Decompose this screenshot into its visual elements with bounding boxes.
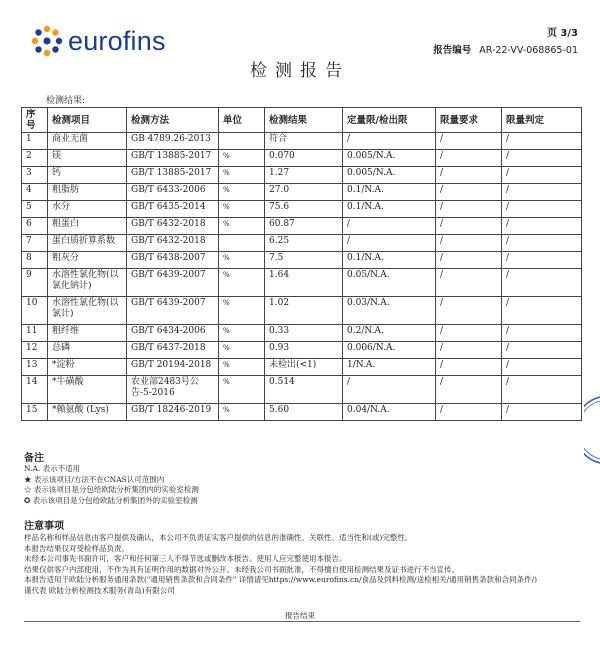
cell-limit: / [436, 252, 502, 269]
notes-title: 备注 [24, 453, 44, 464]
cell-result: 0.070 [265, 150, 343, 167]
notes-list [24, 464, 199, 506]
column-header: 定量限/检出限 [343, 108, 436, 133]
column-header: 限量要求 [436, 108, 502, 133]
cell-no: 12 [22, 342, 48, 359]
cell-limit: / [436, 167, 502, 184]
cell-item: 水分 [48, 201, 127, 218]
cell-loq: 0.05/N.A. [343, 269, 436, 297]
cell-result: 60.87 [265, 218, 343, 235]
cell-judge: / [502, 150, 582, 167]
cell-item: 粗蛋白 [48, 218, 127, 235]
cell-method: GB/T 20194-2018 [127, 359, 219, 376]
table-row [22, 376, 582, 404]
cell-limit: / [436, 404, 502, 421]
cell-no: 11 [22, 325, 48, 342]
cell-method: GB 4789.26-2013 [127, 133, 219, 150]
cell-loq: 0.1/N.A. [343, 184, 436, 201]
cell-unit: % [219, 252, 265, 269]
cell-unit: % [219, 269, 265, 297]
cell-method: GB/T 13885-2017 [127, 167, 219, 184]
cell-judge: / [502, 184, 582, 201]
cell-method: GB/T 6434-2006 [127, 325, 219, 342]
cell-method: GB/T 18246-2019 [127, 404, 219, 421]
cell-judge: / [502, 297, 582, 325]
table-row [22, 201, 582, 218]
cell-no: 6 [22, 218, 48, 235]
column-header: 检测方法 [127, 108, 219, 133]
cell-method: GB/T 6435-2014 [127, 201, 219, 218]
table-row [22, 269, 582, 297]
table-row [22, 167, 582, 184]
attention-list [24, 533, 586, 596]
eurofins-dots-icon [30, 24, 64, 58]
cell-item: *淀粉 [48, 359, 127, 376]
cell-limit: / [436, 150, 502, 167]
cell-limit: / [436, 297, 502, 325]
cell-method: GB/T 6437-2018 [127, 342, 219, 359]
cell-loq: 0.005/N.A. [343, 150, 436, 167]
cell-no: 10 [22, 297, 48, 325]
cell-method: GB/T 6438-2007 [127, 252, 219, 269]
cell-unit: % [219, 359, 265, 376]
cell-judge: / [502, 342, 582, 359]
cell-limit: / [436, 133, 502, 150]
cell-no: 13 [22, 359, 48, 376]
cell-judge: / [502, 376, 582, 404]
table-row [22, 235, 582, 252]
table-row [22, 252, 582, 269]
results-table [21, 107, 582, 421]
cell-result: 1.64 [265, 269, 343, 297]
page-title: 检测报告 [250, 61, 350, 81]
cell-no: 9 [22, 269, 48, 297]
cell-item: 粗脂肪 [48, 184, 127, 201]
cell-loq: / [343, 133, 436, 150]
cell-method: GB/T 6432-2018 [127, 235, 219, 252]
cell-loq: 0.006/N.A. [343, 342, 436, 359]
seal-stamp [584, 395, 600, 465]
attention-line: 未经本公司事先书面许可，客户和任何第三人不得节选或删改本报告。使用人应完整使用本报告。 [24, 554, 347, 563]
attention-title: 注意事项 [24, 521, 64, 532]
cell-method: GB/T 6439-2007 [127, 297, 219, 325]
attention-line: 谨代表 欧陆分析检测技术服务(青岛)有限公司 [24, 585, 175, 595]
cell-item: 蛋白质折算系数 [48, 235, 127, 252]
cell-unit: % [219, 325, 265, 342]
cell-result: 75.6 [265, 201, 343, 218]
column-header: 限量判定 [502, 108, 582, 133]
cell-judge: / [502, 325, 582, 342]
column-header: 单位 [219, 108, 265, 133]
report-number [433, 42, 578, 56]
page-number: 页 3/3 [546, 28, 578, 39]
cell-loq: / [343, 218, 436, 235]
table-row [22, 359, 582, 376]
cell-item: 水溶性氯化物(以氯化钠计) [48, 269, 127, 297]
cell-no: 4 [22, 184, 48, 201]
cell-limit: / [436, 325, 502, 342]
cell-judge: / [502, 269, 582, 297]
cell-item: *赖氨酸 (Lys) [48, 404, 127, 421]
cell-no: 14 [22, 376, 48, 404]
cell-result: 0.33 [265, 325, 343, 342]
cell-method: 农业部2483号公告-5-2016 [127, 376, 219, 404]
cell-item: 粗纤维 [48, 325, 127, 342]
cell-judge: / [502, 252, 582, 269]
cell-unit: % [219, 342, 265, 359]
cell-unit: % [219, 376, 265, 404]
note-line: ☆ 表示该项目是分包给欧陆分析集团内的实验室检测 [24, 485, 199, 494]
cell-item: 粗灰分 [48, 252, 127, 269]
cell-result: 1.27 [265, 167, 343, 184]
cell-unit: % [219, 404, 265, 421]
cell-no: 1 [22, 133, 48, 150]
note-line: ★ 表示该项目/方法不在CNAS认可范围内 [24, 474, 165, 484]
column-header: 检测项目 [48, 108, 127, 133]
cell-judge: / [502, 235, 582, 252]
cell-no: 5 [22, 201, 48, 218]
table-header-row [22, 108, 582, 133]
table-row [22, 133, 582, 150]
cell-limit: / [436, 376, 502, 404]
cell-limit: / [436, 184, 502, 201]
cell-method: GB/T 6439-2007 [127, 269, 219, 297]
cell-limit: / [436, 269, 502, 297]
cell-result: 7.5 [265, 252, 343, 269]
eurofins-logo [30, 24, 166, 58]
column-header: 检测结果 [265, 108, 343, 133]
cell-item: 水溶性氯化物(以氯计) [48, 297, 127, 325]
cell-result: 1.02 [265, 297, 343, 325]
logo-text: eurofins [68, 25, 166, 56]
cell-loq: 0.1/N.A. [343, 201, 436, 218]
cell-loq: / [343, 376, 436, 404]
cell-unit: % [219, 167, 265, 184]
cell-judge: / [502, 404, 582, 421]
cell-no: 7 [22, 235, 48, 252]
cell-no: 3 [22, 167, 48, 184]
cell-judge: / [502, 167, 582, 184]
cell-no: 8 [22, 252, 48, 269]
cell-no: 2 [22, 150, 48, 167]
cell-unit: % [219, 184, 265, 201]
cell-limit: / [436, 201, 502, 218]
cell-unit [219, 235, 265, 252]
cell-no: 15 [22, 404, 48, 421]
cell-judge: / [502, 201, 582, 218]
cell-item: 商业无菌 [48, 133, 127, 150]
note-line: ✪ 表示该项目是分包给欧陆分析集团外的实验室检测 [24, 495, 198, 505]
column-header: 序号 [22, 108, 48, 133]
table-row [22, 218, 582, 235]
cell-judge: / [502, 359, 582, 376]
table-row [22, 325, 582, 342]
report-end-text: 报告结束 [285, 611, 315, 620]
attention-line: 本报告适用于欧陆分析服务通用条款("通用销售条款和合同条件" 详情请见https://www.eurofins.cn/食品及饲料检测/送检相关/通用销售条款和合同条件/) [24, 575, 538, 584]
cell-limit: / [436, 342, 502, 359]
cell-method: GB/T 6433-2006 [127, 184, 219, 201]
cell-result: 0.93 [265, 342, 343, 359]
report-number-label: 报告编号 [433, 45, 472, 56]
table-row [22, 297, 582, 325]
cell-method: GB/T 6432-2018 [127, 218, 219, 235]
report-number-value: AR-22-VV-068865-01 [479, 45, 578, 56]
cell-unit: % [219, 218, 265, 235]
cell-unit: % [219, 297, 265, 325]
cell-unit: % [219, 201, 265, 218]
attention-line: 本报告结果仅对受检样品负责。 [24, 543, 129, 553]
cell-result: 5.60 [265, 404, 343, 421]
cell-result: 27.0 [265, 184, 343, 201]
attention-line: 结果仅供客户内部使用，不作为具有证明作用的数据对外公开。未经我公司书面批准，不得擅自使用检测结果及证书进行不当宣传。 [24, 564, 459, 574]
table-row [22, 342, 582, 359]
table-body [22, 133, 582, 421]
cell-limit: / [436, 235, 502, 252]
cell-judge: / [502, 218, 582, 235]
cell-item: 总磷 [48, 342, 127, 359]
cell-limit: / [436, 359, 502, 376]
attention-line: 样品名称和样品信息由客户提供及确认，本公司不负责证实客户提供的信息的准确性、关联性、适当性和(或)完整性。 [24, 533, 413, 542]
cell-loq: 1/N.A. [343, 359, 436, 376]
table-row [22, 404, 582, 421]
cell-loq: 0.03/N.A. [343, 297, 436, 325]
cell-item: 钙 [48, 167, 127, 184]
cell-item: 镁 [48, 150, 127, 167]
cell-limit: / [436, 218, 502, 235]
cell-result: 0.514 [265, 376, 343, 404]
cell-judge: / [502, 133, 582, 150]
results-label: 检测结果: [46, 96, 86, 106]
cell-result: 未检出(<1) [265, 359, 343, 376]
cell-loq: / [343, 235, 436, 252]
cell-loq: 0.04/N.A. [343, 404, 436, 421]
cell-result: 6.25 [265, 235, 343, 252]
table-row [22, 150, 582, 167]
table-row [22, 184, 582, 201]
cell-method: GB/T 13885-2017 [127, 150, 219, 167]
cell-item: *牛磺酸 [48, 376, 127, 404]
cell-loq: 0.2/N.A. [343, 325, 436, 342]
cell-result: 符合 [265, 133, 343, 150]
cell-unit: % [219, 150, 265, 167]
cell-loq: 0.1/N.A. [343, 252, 436, 269]
divider [24, 621, 580, 622]
note-line: N.A. 表示不适用 [24, 464, 81, 473]
cell-unit [219, 133, 265, 150]
cell-loq: 0.005/N.A. [343, 167, 436, 184]
